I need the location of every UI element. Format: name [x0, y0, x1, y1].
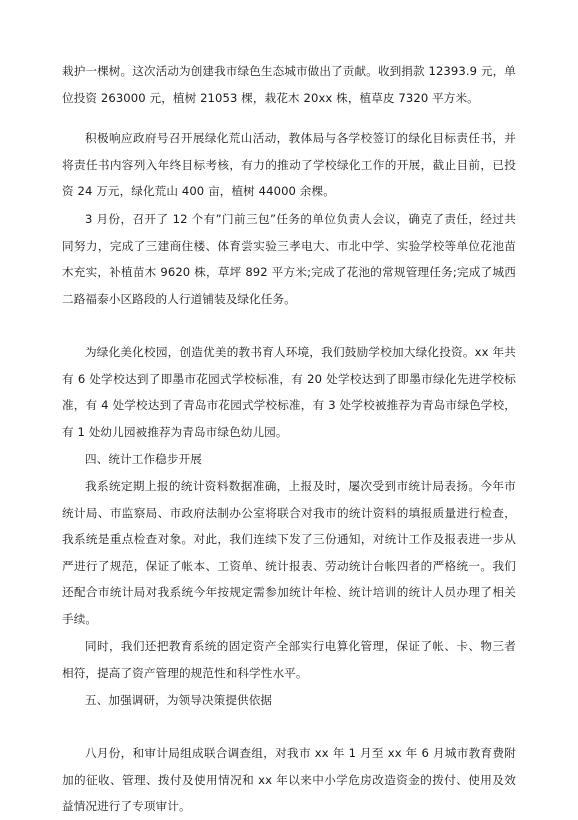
paragraph-tree-planting-donations: 栽护一棵树。这次活动为创建我市绿色生态城市做出了贡献。收到捐款 12393.9 元，单位投资 263000 元，植树 21053 棵，栽花木 20xx 株，植草皮 7320 平方米。	[62, 64, 516, 105]
paragraph-barren-hills-greening: 积极响应政府号召开展绿化荒山活动，教体局与各学校签订的绿化目标责任书，并将责任书内容列入年终目标考核，有力的推动了学校绿化工作的开展，截止目前，已投资 24 万元，绿化荒山 400 亩，植树 44000 余棵。	[62, 131, 516, 199]
paragraph-august-audit: 八月份，和审计局组成联合调查组，对我市 xx 年 1 月至 xx 年 6 月城市教育费附加的征收、管理、拨付及使用情况和 xx 年以来中小学危房改造资金的拨付、使用及效益情况进行了专项审计。	[62, 746, 516, 814]
paragraph-fixed-assets: 同时，我们还把教育系统的固定资产全部实行电算化管理，保证了帐、卡、物三者相符，提高了资产管理的规范性和科学性水平。	[62, 639, 516, 680]
section-heading-research: 五、加强调研，为领导决策提供依据	[85, 693, 273, 707]
section-heading-statistics: 四、统计工作稳步开展	[85, 452, 202, 466]
paragraph-campus-greening: 为绿化美化校园，创造优美的教书育人环境，我们鼓励学校加大绿化投资。xx 年共有 6 处学校达到了即墨市花园式学校标准，有 20 处学校达到了即墨市绿化先进学校标准，有 4 处学校达到了青岛市花园式学校标准，有 3 处学校被推荐为青岛市绿色学校，有 1 处幼儿园被推荐为青岛市绿色幼儿园。	[62, 345, 516, 439]
paragraph-statistics-reporting: 我系统定期上报的统计资料数据准确，上报及时，屡次受到市统计局表扬。今年市统计局、市监察局、市政府法制办公室将联合对我市的统计资料的填报质量进行检查，我系统是重点检查对象。对此，我们连续下发了三份通知，对统计工作及报表进一步从严进行了规范，保证了帐本、工资单、统计报表、劳动统计台帐四者的严格统一。我们还配合市统计局对我系统今年按规定需参加统计年检、统计培训的统计人员办理了相关手续。	[62, 479, 516, 626]
paragraph-march-meeting: 3 月份，召开了 12 个有”门前三包”任务的单位负责人会议，确克了责任，经过共同努力，完成了三建商住楼、体育尝实验三孝电大、市北中学、实验学校等单位花池苗木充实，补植苗木 9620 株，草坪 892 平方米;完成了花池的常规管理任务;完成了城西二路福泰小区路段的人行道铺装及绿化任务。	[62, 212, 516, 306]
